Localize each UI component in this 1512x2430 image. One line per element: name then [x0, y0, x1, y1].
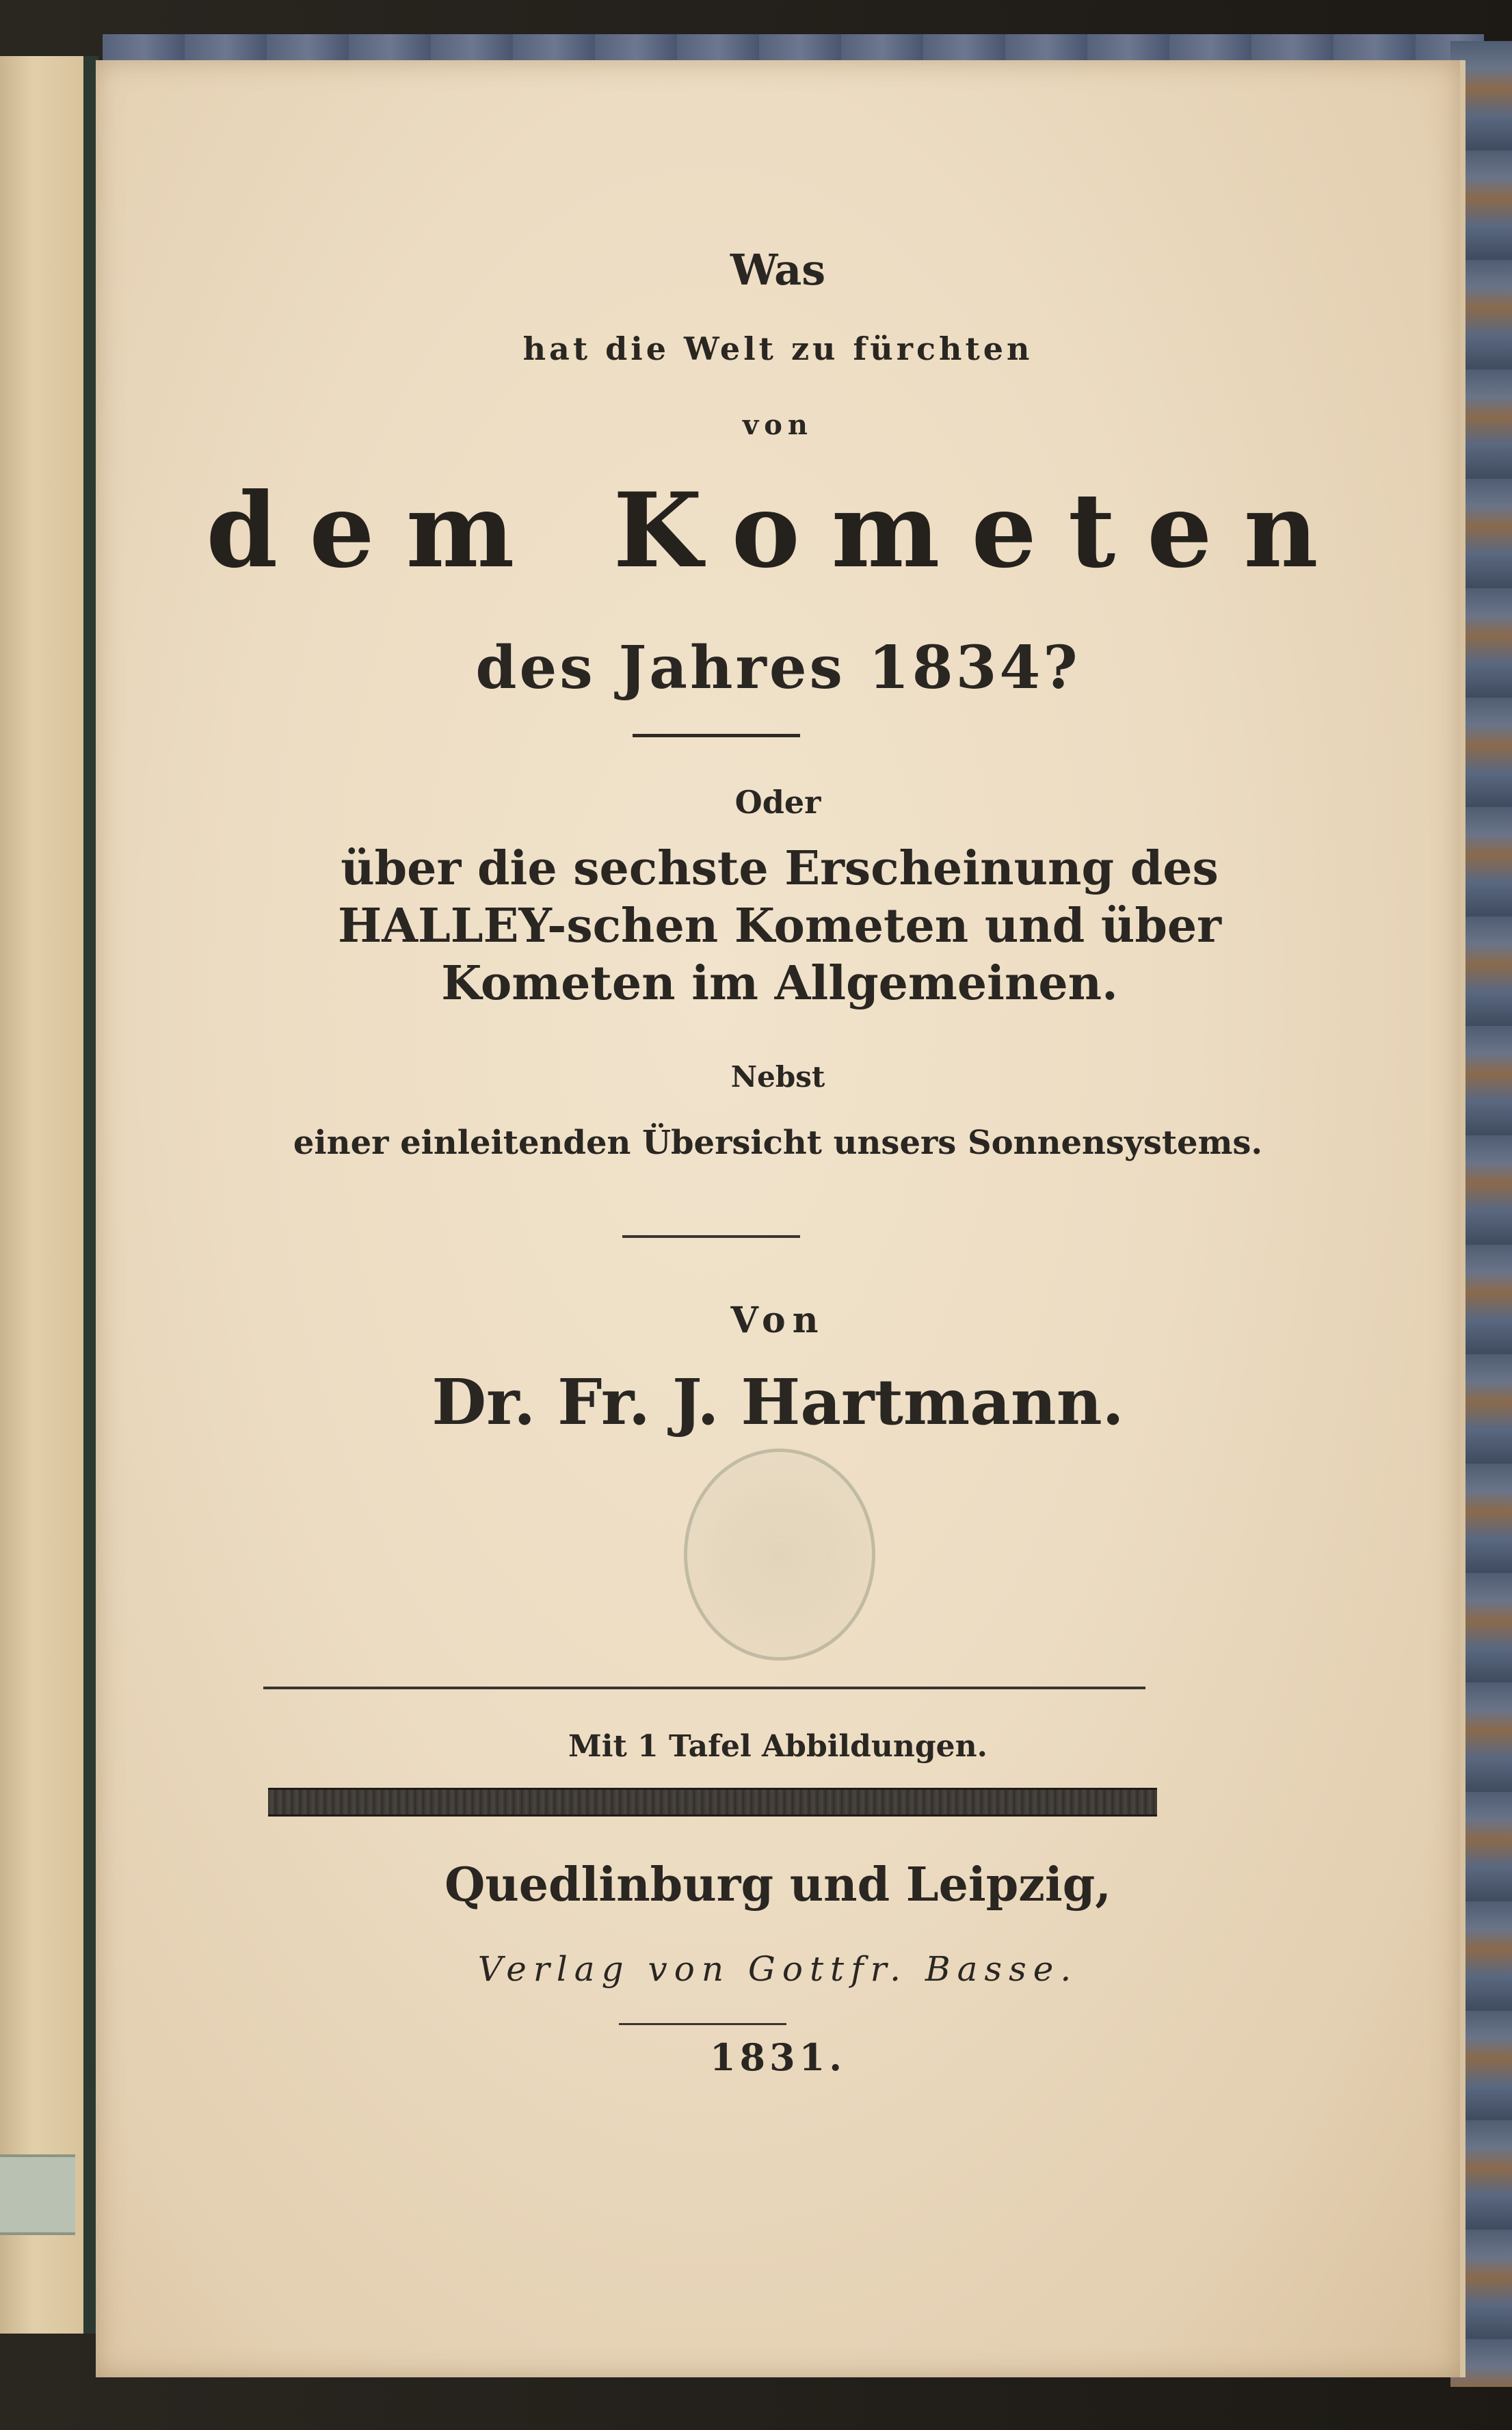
divider-rule [619, 2023, 786, 2025]
author-name: Dr. Fr. J. Hartmann. [432, 1365, 1124, 1439]
library-stamp [684, 1449, 875, 1661]
author-von: Von [730, 1299, 825, 1341]
library-label [0, 2154, 75, 2235]
subtitle-oder: Oder [734, 784, 821, 821]
imprint-place: Quedlinburg und Leipzig, [445, 1858, 1111, 1912]
title-was: Was [730, 245, 826, 295]
imprint-publisher: Verlag von Gottfr. Basse. [477, 1949, 1078, 1989]
title-des-jahres: des Jahres 1834? [475, 633, 1080, 702]
decorative-band [268, 1788, 1157, 1817]
title-hat-die-welt: hat die Welt zu fürchten [522, 330, 1033, 367]
divider-rule [633, 734, 800, 737]
subtitle-halley: über die sechste Erscheinung des HALLEY-schen Kometen und über Kometen im Allgemeinen. [337, 841, 1222, 1011]
subtitle-uebersicht: einer einleitenden Übersicht unsers Sonnensystems. [293, 1124, 1263, 1162]
title-page [96, 60, 1465, 2377]
divider-rule [263, 1687, 1145, 1689]
imprint-year: 1831. [709, 2035, 847, 2079]
adjacent-page-edge [0, 56, 88, 2334]
subtitle-nebst: Nebst [730, 1060, 825, 1094]
title-dem-kometen: dem Kometen [206, 471, 1350, 591]
divider-rule [622, 1235, 800, 1238]
title-von: von [742, 409, 813, 441]
plates-note: Mit 1 Tafel Abbildungen. [568, 1729, 987, 1764]
